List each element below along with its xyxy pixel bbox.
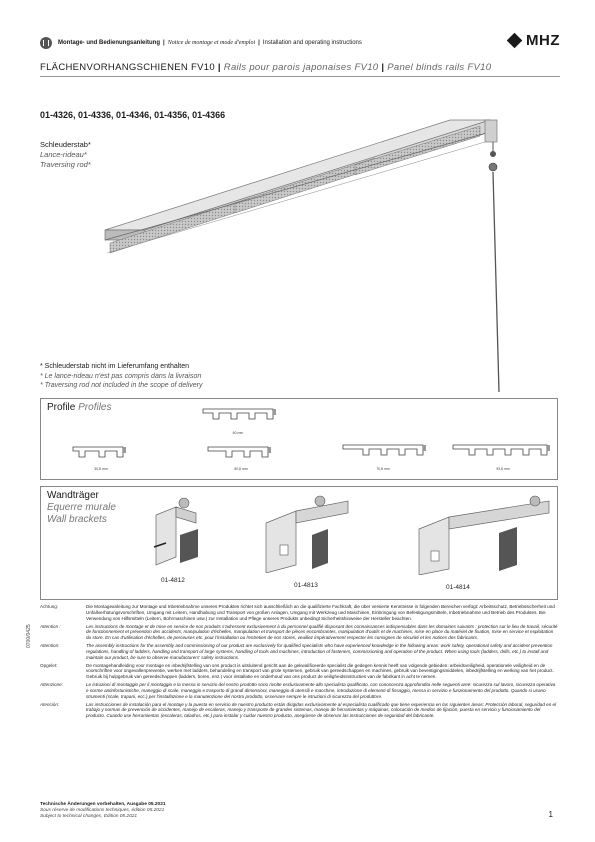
warning-label: Achtung: <box>40 604 59 609</box>
profiles-title-alt: Profiles <box>78 402 112 413</box>
brackets-title-en: Wall brackets <box>47 514 107 525</box>
note-de: * Schleuderstab nicht im Lieferumfang enthalten <box>40 363 190 370</box>
warning-row <box>40 643 558 661</box>
profile-1-track <box>71 445 131 463</box>
bracket-code-2: 01-4813 <box>294 582 318 589</box>
safety-warnings <box>40 604 558 721</box>
profile-width-2: 30,8 mm <box>94 467 108 471</box>
warning-text: Las instrucciones de instalación para el montaje y la puesta en servicio de nuestro producto están dirigidas exclusivamente al especialista cualificado que tiene experiencia en las siguientes áreas: Protección laboral, seguridad en el trabajo y normas de prevención de accidentes, manejo de escaleras, manejo y transporte de grandes sistemas, manejo de herramientas y máquinas, colocación de medios de fijación, puesta en servicio y funcionamiento del producto. Cuando use herramientas (escaleras, taladros, etc.) para instalar y cuidar nuestro producto, asegúrese de observar las instrucciones de seguridad del fabricante. <box>86 701 557 719</box>
title-divider <box>40 76 560 77</box>
title-fr: Rails pour parois japonaises FV10 <box>223 62 379 73</box>
warning-text: Die Montageanleitung zur Montage und Inbetriebnahme unseres Produktes richtet sich ausschließlich an die qualifizierte Fachkraft, die über versierte Kenntnisse in folgenden Bereichen verfügt: Arbeitsschutz, Betriebssicherheit und Unfallverhütungsvorschriften, Umgang mit Leitern, Handhabung und Transport von großen Anlagen, Umgang mit Werkzeug und Maschinen, Einbringung von Befestigungsmitteln, Inbetriebnahme und Betrieb des Produktes. Bei Verwendung von Hilfsmitteln (Leitern, Bohrmaschinen usw.) zur Installation und Pflege unseres Produkts unbedingt Sicherheitshinweise der Hersteller beachten. <box>86 604 555 621</box>
footer-en: Subject to technical changes, Edition 05.2021 <box>40 814 138 819</box>
brackets-title-de: Wandträger <box>47 490 99 501</box>
header-en: Installation and operating instructions <box>262 40 362 46</box>
bracket-1-illustration <box>136 495 216 567</box>
warning-row <box>40 604 558 622</box>
rod-label-en: Traversing rod* <box>40 160 91 169</box>
delivery-notes <box>40 362 203 391</box>
footer <box>40 802 166 820</box>
profile-width-3: 50,8 mm <box>234 467 248 471</box>
bracket-code-1: 01-4812 <box>161 577 185 584</box>
header: Montage- und Bedienungsanleitung | Notice de montage et mode d'emploi | Installation and operating instructions MHZ <box>40 36 560 50</box>
header-de: Montage- und Bedienungsanleitung <box>58 40 160 46</box>
wall-brackets-section <box>40 486 558 600</box>
warning-row <box>40 702 558 720</box>
warning-label: Opgelet: <box>40 662 58 668</box>
warning-text: The assembly instructions for the assembly and commissioning of our product are exclusively for qualified specialists who have experienced knowledge in the following areas: work safety, operational safety and accident prevention regulations, handling of ladders, handling and transport of large systems, handling of tools and machines, introduction of fasteners, commissioning and operation of the product. When using tools (ladders, drills, etc.) to install and maintain our product, be sure to observe manufacturers' safety instructions. <box>86 643 553 660</box>
warning-text: Le istruzioni di montaggio per il montaggio e la messa in servizio del nostro prodotto sono rivolte esclusivamente allo specialista qualificato, con conoscenza approfondita nelle seguenti aree: sicurezza sul lavoro, sicurezza operativa e norme antinfortunistiche, maneggio di scale, maneggio e trasporto di grandi dimensioni, maneggio di utensili e macchine, introduzione di elementi di fissaggio, messa in servizio e funzionamento del prodotto. Quando si usano strumenti (scale, trapani, ecc.) per l'installazione e la manutenzione del nostro prodotto, osservare sempre le istruzioni di sicurezza del produttore. <box>86 682 556 699</box>
warning-text: Les instructions de montage et de mise en service de nos produits s'adressent exclusivement à du personnel qualifié disposant des connaissances indispensables dans les domaines suivants : protection sur le lieu de travail, sécurité de fonctionnement et prévention des accidents, manipulation d'échelles, manipulation et transport de pièces encombrantes, manipulation d'outils et de machines, mise en place du matériel de fixation, mise en service et exploitation du store. En cas d'utilisation d'échelles, de perceuses etc. pour l'installation ou l'entretien de nos stores, veuillez impérativement respecter les consignes de sécurité et les notices des fabricants. <box>86 623 558 641</box>
footer-fr: Sous réserve de modifications techniques, édition 05.2021 <box>40 808 165 813</box>
profile-4-track <box>201 407 277 425</box>
footer-de: Technische Änderungen vorbehalten, Ausgabe 05.2021 <box>40 802 166 807</box>
bracket-3-illustration <box>409 493 559 575</box>
profile-width-5: 93,8 mm <box>496 467 510 471</box>
title-en: Panel blinds rails FV10 <box>387 62 492 73</box>
profiles-title <box>47 402 112 413</box>
warning-text: De montagehandleiding voor montage en inbedrijfstelling van ons product is uitsluitend gericht aan de gekwalificeerde specialist die gedegen kennis heeft van volgende gebieden: arbeidsveiligheid, operationele veiligheid en de voorschriften voor ongevallenpreventie, werken met ladders, behandeling en transport van grote systemen, gebruik van gereedschappen en machines, gebruik van bevestigingsmiddelen, inbedrijfstelling en werking van het product. Gebruik bij hulpgebruik van gereedschappen (ladders, boren, enz.) voor installatie en onderhoud van ons product de veiligheidsinstructies van de fabrikant in acht te nemen. <box>86 662 554 680</box>
traversing-rod-label <box>40 140 91 170</box>
profiles-section <box>40 398 558 480</box>
warning-label: Atención: <box>40 701 60 707</box>
logo-text: MHZ <box>526 32 560 49</box>
rod-label-de: Schleuderstab* <box>40 140 91 149</box>
profile-2-track <box>206 445 276 463</box>
note-fr: * Le lance-rideau n'est pas compris dans la livraison <box>40 372 202 380</box>
diamond-logo-icon <box>507 33 523 49</box>
brackets-title-fr: Equerre murale <box>47 502 116 513</box>
page-number: 1 <box>548 810 553 819</box>
header-fr: Notice de montage et mode d'emploi <box>167 40 256 46</box>
manual-icon <box>40 37 52 49</box>
profile-3-track <box>341 443 431 461</box>
article-numbers: 01-4326, 01-4336, 01-4346, 01-4356, 01-4366 <box>40 110 226 120</box>
note-en: * Traversing rod not included in the scope of delivery <box>40 382 203 389</box>
warning-label: Attenzione: <box>40 682 63 688</box>
profile-5-track <box>451 443 555 461</box>
bracket-code-3: 01-4814 <box>446 584 470 591</box>
warning-label: Attention: <box>40 643 60 649</box>
profile-width-1: 60 mm <box>232 431 244 435</box>
rod-label-fr: Lance-rideau* <box>40 150 87 159</box>
warning-row <box>40 682 558 700</box>
page-title: FLÄCHENVORHANGSCHIENEN FV10 | Rails pour parois japonaises FV10 | Panel blinds rails FV10 <box>40 62 492 73</box>
profile-width-4: 70,8 mm <box>376 467 390 471</box>
document-number: 0700/0425 <box>26 624 32 648</box>
title-de: FLÄCHENVORHANGSCHIENEN FV10 <box>40 62 215 73</box>
brackets-title <box>47 490 116 526</box>
brand-logo <box>509 32 560 49</box>
warning-row <box>40 624 558 642</box>
warning-row <box>40 663 558 681</box>
warning-label: Attention : <box>40 623 61 629</box>
rail-illustration <box>85 112 555 402</box>
bracket-2-illustration <box>256 493 356 573</box>
profiles-title-de: Profile <box>47 402 76 413</box>
